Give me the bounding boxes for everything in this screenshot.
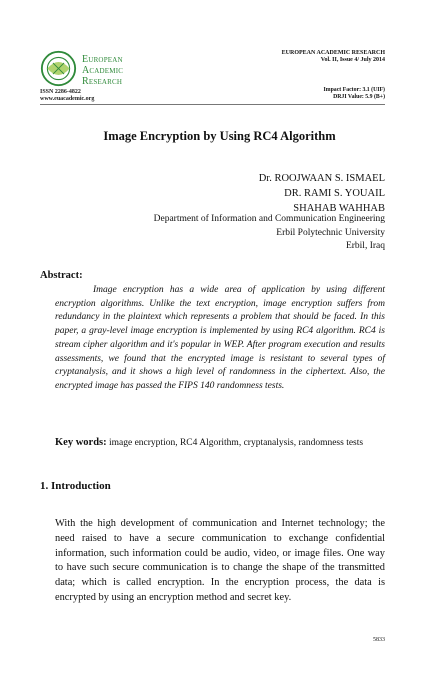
- introduction-text: With the high development of communication and Internet technology; the need raised to have a secure communication to exchange confidential information, such information could be audio, video, or image files. One way to have such secure communication is to change the shape of the transmitted data; which is called encryption. In the encryption process, the data is encrypted by using an encryption method and secret key.: [55, 518, 385, 603]
- journal-logo: [40, 50, 160, 90]
- keywords-text: image encryption, RC4 Algorithm, cryptanalysis, randomness tests: [109, 438, 364, 448]
- page-number: 5833: [373, 637, 385, 643]
- affiliation-department: Department of Information and Communication Engineering: [153, 214, 385, 224]
- issn: ISSN 2286-4822: [40, 89, 81, 95]
- globe-logo-icon: [40, 50, 77, 87]
- section-heading: 1. Introduction: [40, 480, 111, 492]
- logo-line-3: Research: [82, 76, 123, 87]
- affiliation-university: Erbil Polytechnic University: [276, 227, 385, 238]
- affiliation: [154, 213, 385, 254]
- author-1: Dr. ROOJWAAN S. ISMAEL: [258, 173, 385, 184]
- impact-info: [324, 87, 386, 101]
- header-divider: [40, 104, 385, 105]
- logo-wordmark: [82, 54, 123, 87]
- keywords-label: Key words:: [55, 437, 107, 448]
- keywords: [55, 436, 385, 450]
- drji-value: DRJI Value: 5.9 (B+): [333, 94, 385, 100]
- author-list: [259, 171, 385, 216]
- journal-name: EUROPEAN ACADEMIC RESEARCH: [281, 50, 385, 56]
- logo-line-1: European: [82, 54, 123, 65]
- logo-line-2: Academic: [82, 65, 124, 76]
- author-3: SHAHAB WAHHAB: [293, 203, 385, 214]
- volume-issue: Vol. II, Issue 4/ July 2014: [320, 57, 385, 63]
- author-2: DR. RAMI S. YOUAIL: [284, 188, 385, 199]
- website: www.euacademic.org: [40, 96, 95, 102]
- affiliation-location: Erbil, Iraq: [345, 241, 385, 251]
- abstract-heading: Abstract:: [40, 270, 83, 281]
- journal-info: [282, 50, 385, 64]
- issn-block: [40, 89, 94, 103]
- paper-title: Image Encryption by Using RC4 Algorithm: [103, 129, 336, 143]
- abstract-text: Image encryption has a wide area of application by using different encryption algorithms. Unlike the text encryption, image encryption suffers from redundancy in the plaintext which represents a problem that should be faced. In this paper, a gray-level image encryption is implemented by using RC4 algorithm. RC4 is stream cipher algorithm and it's popular in WEP. After program execution and results assessments, we found that the encrypted image is resistant to several types of cryptanalysis, and it shows a high level of randomness in the ciphertext. Also, the encrypted image has passed the FIPS 140 randomness tests.: [55, 285, 385, 391]
- impact-factor: Impact Factor: 3.1 (UIF): [323, 87, 385, 93]
